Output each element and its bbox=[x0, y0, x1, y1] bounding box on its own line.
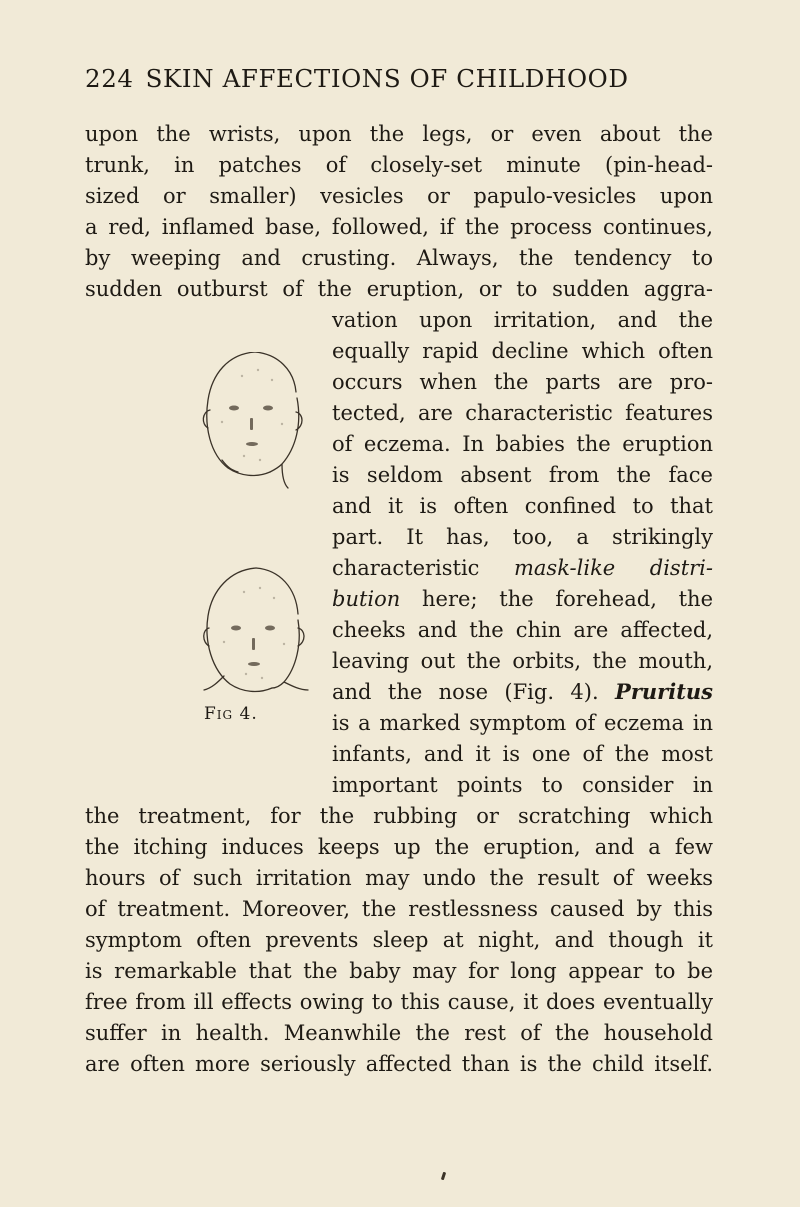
text-run: here; the forehead, the bbox=[400, 587, 713, 611]
running-title: SKIN AFFECTIONS OF CHILDHOOD bbox=[145, 64, 629, 93]
text-line: the itching induces keeps up the eruption, and a few bbox=[85, 835, 713, 859]
text-line: suffer in health. Meanwhile the rest of the household bbox=[85, 1021, 713, 1045]
infant-face-figure bbox=[198, 352, 318, 802]
italic-phrase: mask-like distri- bbox=[513, 556, 713, 580]
text-line: cheeks and the chin are affected, bbox=[332, 618, 713, 642]
text-line: part. It has, too, a strikingly bbox=[332, 525, 713, 549]
text-line: is seldom absent from the face bbox=[332, 463, 713, 487]
text-line: sudden outburst of the eruption, or to sudden aggra- bbox=[85, 277, 713, 301]
running-header bbox=[85, 64, 725, 100]
page-number: 224 bbox=[85, 64, 134, 93]
text-line: symptom often prevents sleep at night, and though it bbox=[85, 928, 713, 952]
text-line: infants, and it is one of the most bbox=[332, 742, 713, 766]
ink-speck bbox=[441, 1172, 446, 1181]
text-line: a red, inflamed base, followed, if the process continues, bbox=[85, 215, 713, 239]
text-line: upon the wrists, upon the legs, or even about the bbox=[85, 122, 713, 146]
text-line: the treatment, for the rubbing or scratching which bbox=[85, 804, 713, 828]
text-line: important points to consider in bbox=[332, 773, 713, 797]
text-line: hours of such irritation may undo the result of weeks bbox=[85, 866, 713, 890]
text-line: trunk, in patches of closely-set minute (pin-head- bbox=[85, 153, 713, 177]
text-line: and it is often confined to that bbox=[332, 494, 713, 518]
figure-caption: Fig 4. bbox=[204, 704, 258, 724]
text-line: free from ill effects owing to this cause, it does eventually bbox=[85, 990, 713, 1014]
text-line: vation upon irritation, and the bbox=[332, 308, 713, 332]
text-line: of treatment. Moreover, the restlessness caused by this bbox=[85, 897, 713, 921]
text-line: tected, are characteristic features bbox=[332, 401, 713, 425]
text-line: sized or smaller) vesicles or papulo-vesicles upon bbox=[85, 184, 713, 208]
bold-italic-term: Pruritus bbox=[615, 679, 713, 704]
text-line: are often more seriously affected than is the child itself. bbox=[85, 1052, 713, 1076]
text-line: is remarkable that the baby may for long appear to be bbox=[85, 959, 713, 983]
text-run: and the nose (Fig. 4). bbox=[332, 680, 616, 704]
text-run: characteristic bbox=[332, 556, 514, 580]
text-line: by weeping and crusting. Always, the tendency to bbox=[85, 246, 713, 270]
text-line: occurs when the parts are pro- bbox=[332, 370, 713, 394]
text-line: equally rapid decline which often bbox=[332, 339, 713, 363]
text-line: is a marked symptom of eczema in bbox=[332, 711, 713, 735]
italic-phrase: bution bbox=[332, 587, 401, 611]
text-line: leaving out the orbits, the mouth, bbox=[332, 649, 713, 673]
text-line: of eczema. In babies the eruption bbox=[332, 432, 713, 456]
